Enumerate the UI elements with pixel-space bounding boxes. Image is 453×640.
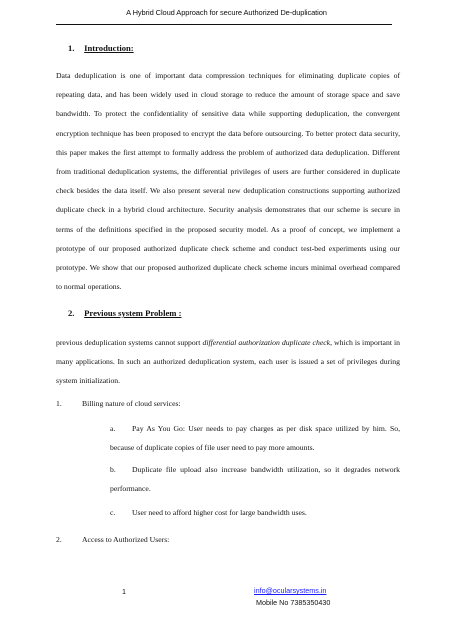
sub-item (110, 460, 400, 498)
email-link[interactable]: info@ocularsystems.in (254, 586, 327, 595)
page-number: 1 (122, 587, 126, 596)
running-header: A Hybrid Cloud Approach for secure Authorized De-duplication (126, 8, 327, 17)
section-2-body-start: previous deduplication systems cannot support (56, 338, 203, 347)
list-item-number: 1. (56, 399, 62, 408)
list-item (56, 394, 181, 413)
section-2-body-emphasis: differential authorization duplicate check (202, 338, 331, 347)
list-item-label: Access to Authorized Users: (82, 535, 170, 544)
sub-item (110, 419, 400, 457)
sub-item-text: Pay As You Go: User needs to pay charges as per disk space utilized by him. So, because of duplicate copies of file user need to pay more amounts. (110, 424, 400, 453)
section-1-title: Introduction: (84, 43, 134, 53)
list-item-number: 2. (56, 535, 62, 544)
section-1-number: 1. (68, 43, 75, 53)
header-rule (56, 24, 392, 25)
section-1-heading (68, 43, 134, 53)
phone-number: Mobile No 7385350430 (256, 598, 331, 607)
section-1-body: Data deduplication is one of important data compression techniques for eliminating duplicate copies of repeating data, and has been widely used in cloud storage to reduce the amount of storage space and save bandwidth. To protect the confidentiality of sensitive data while supporting deduplication, the convergent encryption technique has been proposed to encrypt the data before outsourcing. To better protect data security, this paper makes the first attempt to formally address the problem of authorized data deduplication. Different from traditional deduplication systems, the differential privileges of users are further considered in duplicate check besides the data itself. We also present several new deduplication constructions supporting authorized duplicate check in a hybrid cloud architecture. Security analysis demonstrates that our scheme is secure in terms of the definitions specified in the proposed security model. As a proof of concept, we implement a prototype of our proposed authorized duplicate check scheme and conduct test-bed experiments using our prototype. We show that our proposed authorized duplicate check scheme incurs minimal overhead compared to normal operations. (56, 71, 400, 292)
sub-item (110, 503, 400, 522)
section-2-body (56, 333, 400, 391)
sub-item-letter: b. (110, 465, 116, 474)
section-2-number: 2. (68, 308, 75, 318)
section-2-title: Previous system Problem : (84, 308, 182, 318)
sub-item-text: User need to afford higher cost for large bandwidth uses. (132, 508, 307, 517)
list-item (56, 530, 169, 549)
section-2-heading (68, 308, 181, 318)
section-2-body-end: , which is important in many applications. In such an authorized deduplication system, each user is issued a set of privileges during system initialization. (56, 338, 400, 386)
sub-item-letter: c. (110, 508, 116, 517)
sub-item-letter: a. (110, 424, 116, 433)
list-item-label: Billing nature of cloud services: (82, 399, 181, 408)
sub-item-text: Duplicate file upload also increase bandwidth utilization, so it degrades network performance. (110, 465, 400, 494)
